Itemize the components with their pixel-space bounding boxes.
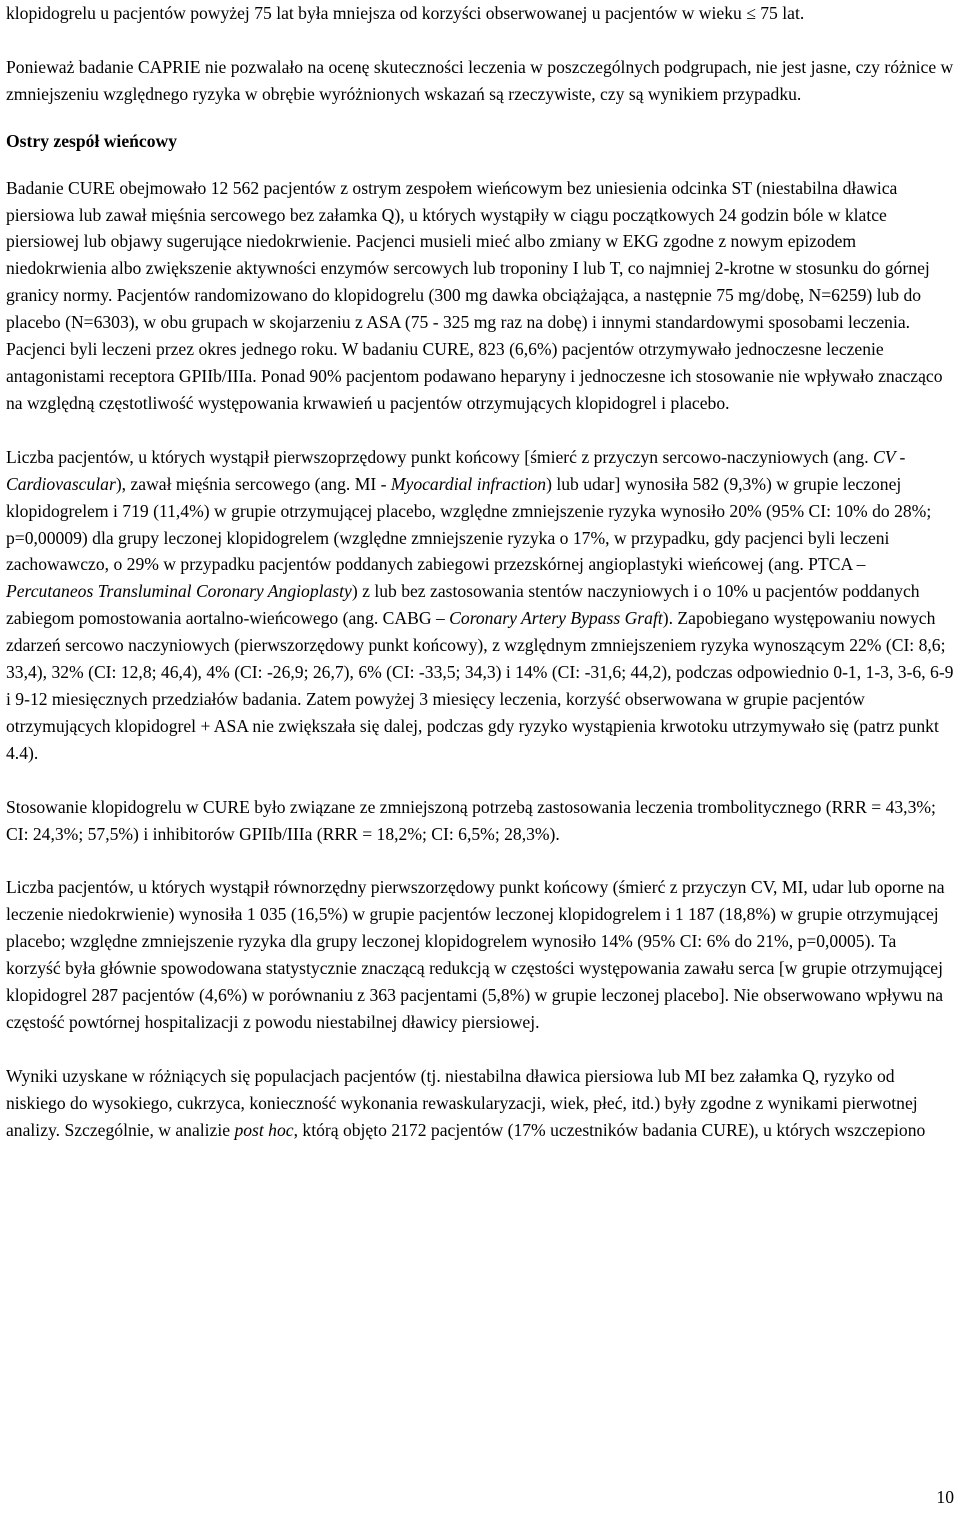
italic-term: Coronary Artery Bypass Graft <box>449 608 663 629</box>
text-span: ) lub udar] wynosiła 582 (9,3%) w grupie leczonej klopidogrelem i 719 (11,4%) w grupie otrzymującej placebo, względne zmniejszenie ryzyka wynosiło 20% (95% CI: 10% do 28%; p=0,00009) dla grupy leczonej klopidogrelem (względne zmniejszenie ryzyka o 17%, w przypadku, gdy pacjenci byli leczeni zachowawczo, o 29% w przypadku pacjentów poddanych zabiegowi przezskórnej angioplastyki wieńcowej (ang. PTCA – <box>6 473 932 575</box>
text-span: Wyniki uzyskane w różniących się populacjach pacjentów (tj. niestabilna dławica piersiowa lub MI bez załamka Q, ryzyko od niskiego do wysokiego, cukrzyca, konieczność wykonania rewaskularyzacji, wiek, płeć, itd.) były zgodne z wynikami pierwotnej analizy. Szczególnie, w analizie <box>6 1065 918 1140</box>
section-heading-acute-coronary-syndrome: Ostry zespół wieńcowy <box>6 130 178 151</box>
italic-term: post hoc <box>234 1119 294 1140</box>
italic-term: Percutaneos Transluminal Coronary Angioplasty <box>6 581 352 602</box>
text-span: ). Zapobiegano występowaniu nowych zdarzeń sercowo naczyniowych (pierwszorzędowy punkt końcowy), z względnym zmniejszeniem ryzyka wynoszącym 22% (CI: 8,6; 33,4), 32% (CI: 12,8; 46,4), 4% (CI: -26,9; 26,7), 6% (CI: -33,5; 34,3) i 14% (CI: -31,6; 44,2), podczas odpowiednio 0-1, 1-3, 3-6, 6-9 i 9-12 miesięcznych przedziałów badania. Zatem powyżej 3 miesięcy leczenia, korzyść obserwowana w grupie pacjentów otrzymujących klopidogrel + ASA nie zwiększała się dalej, podczas gdy ryzyko wystąpienia krwotoku utrzymywało się (patrz punkt 4.4). <box>6 608 954 763</box>
paragraph-caprie-age: klopidogrelu u pacjentów powyżej 75 lat była mniejsza od korzyści obserwowanej u pacjentów w wieku ≤ 75 lat. <box>6 3 805 23</box>
italic-term: CV - Cardiovascular <box>6 446 906 494</box>
paragraph-subpopulations <box>6 1063 954 1144</box>
paragraph-primary-endpoint <box>6 444 954 767</box>
page-number: 10 <box>936 1487 954 1507</box>
paragraph-caprie-subgroups: Ponieważ badanie CAPRIE nie pozwalało na ocenę skuteczności leczenia w poszczególnych podgrupach, nie jest jasne, czy różnice w zmniejszeniu względnego ryzyka w obrębie wyróżnionych wskazań są rzeczywiste, czy są wynikiem przypadku. <box>6 56 954 104</box>
text-span: , którą objęto 2172 pacjentów (17% uczestników badania CURE), u których wszczepiono <box>293 1119 926 1140</box>
paragraph-cure-study: Badanie CURE obejmowało 12 562 pacjentów z ostrym zespołem wieńcowym bez uniesienia odcinka ST (niestabilna dławica piersiowa lub zawał mięśnia sercowego bez załamka Q), u których wystąpiły w ciągu początkowych 24 godzin bóle w klatce piersiowej lub objawy sugerujące niedokrwienie. Pacjenci musieli mieć albo zmiany w EKG zgodne z nowym epizodem niedokrwienia albo zwiększenie aktywności enzymów sercowych lub troponiny I lub T, co najmniej 2-krotne w stosunku do górnej granicy normy. Pacjentów randomizowano do klopidogrelu (300 mg dawka obciążająca, a następnie 75 mg/dobę, N=6259) lub do placebo (N=6303), w obu grupach w skojarzeniu z ASA (75 - 325 mg raz na dobę) i innymi standardowymi sposobami leczenia. Pacjenci byli leczeni przez okres jednego roku. W badaniu CURE, 823 (6,6%) pacjentów otrzymywało jednoczesne leczenie antagonistami receptora GPIIb/IIIa. Ponad 90% pacjentom podawano heparyny i jednoczesne ich stosowanie nie wpływało znacząco na względną częstotliwość występowania krwawień u pacjentów otrzymujących klopidogrel i placebo. <box>6 177 943 413</box>
paragraph-thrombolytic: Stosowanie klopidogrelu w CURE było związane ze zmniejszoną potrzebą zastosowania leczenia trombolitycznego (RRR = 43,3%; CI: 24,3%; 57,5%) i inhibitorów GPIIb/IIIa (RRR = 18,2%; CI: 6,5%; 28,3%). <box>6 796 936 844</box>
text-span: ) z lub bez zastosowania stentów naczyniowych i o 10% u pacjentów poddanych zabiegom pomostowania aortalno-wieńcowego (ang. CABG – <box>6 581 920 629</box>
text-span: ), zawał mięśnia sercowego (ang. MI - <box>115 473 391 494</box>
document-page <box>6 0 954 1144</box>
text-span: Liczba pacjentów, u których wystąpił pierwszoprzędowy punkt końcowy [śmierć z przyczyn sercowo-naczyniowych (ang. <box>6 446 873 467</box>
italic-term: Myocardial infraction <box>390 473 547 494</box>
paragraph-coprimary-endpoint: Liczba pacjentów, u których wystąpił równorzędny pierwszorzędowy punkt końcowy (śmierć z przyczyn CV, MI, udar lub oporne na leczenie niedokrwienie) wynosiła 1 035 (16,5%) w grupie pacjentów leczonej klopidogrelem i 1 187 (18,8%) w grupie otrzymującej placebo; względne zmniejszenie ryzyka dla grupy leczonej klopidogrelem wynosiło 14% (95% CI: 6% do 21%, p=0,0005). Ta korzyść była głównie spowodowana statystycznie znaczącą redukcją w częstości występowania zawału serca [w grupie otrzymującej klopidogrel 287 pacjentów (4,6%) w porównaniu z 363 pacjentami (5,8%) w grupie leczonej placebo]. Nie obserwowano wpływu na częstość powtórnej hospitalizacji z powodu niestabilnej dławicy piersiowej. <box>6 877 945 1032</box>
